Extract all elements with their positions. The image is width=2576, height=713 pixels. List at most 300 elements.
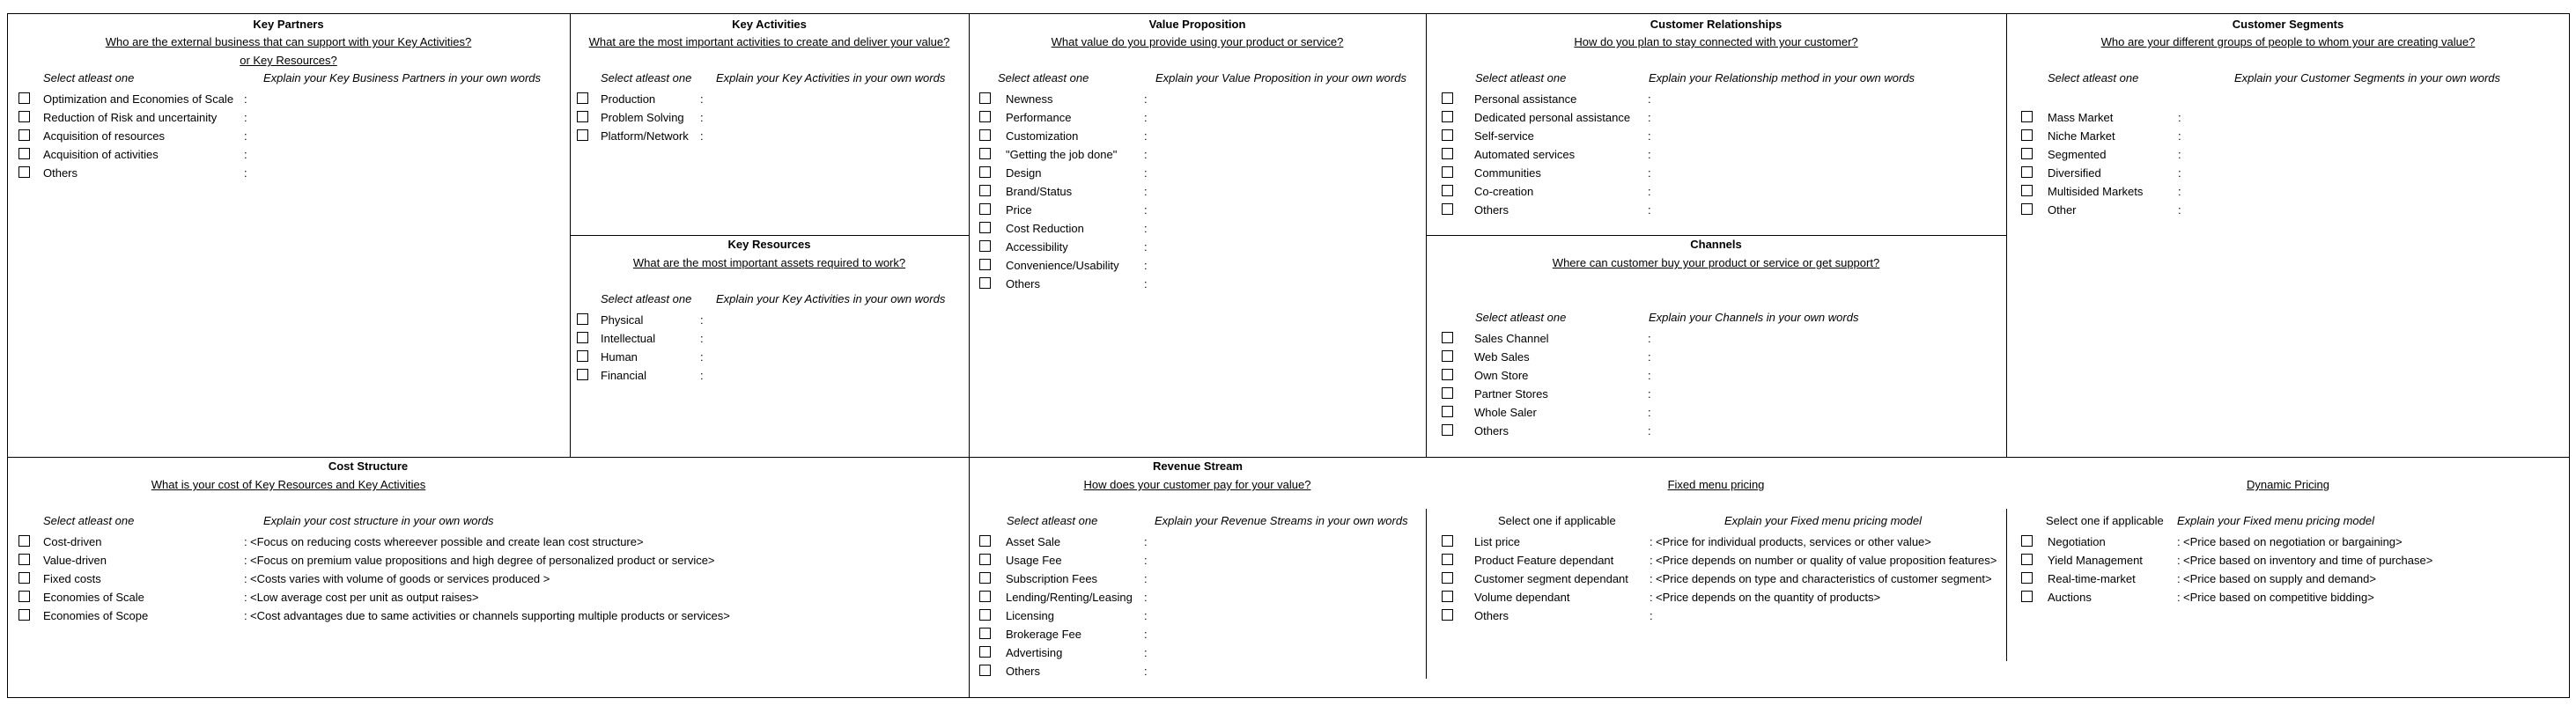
panel-question: How does your customer pay for your value? (1083, 478, 1311, 491)
option-row (969, 256, 1418, 275)
panel-title: Customer Segments (2232, 18, 2344, 31)
option-label: Others (1006, 277, 1041, 290)
option-row (1426, 164, 1998, 182)
option-label: Web Sales (1474, 350, 1530, 364)
option-separator: : (1648, 203, 1651, 217)
option-separator: : (244, 148, 247, 161)
option-separator: : (244, 591, 247, 604)
option-checkbox[interactable] (1442, 609, 1453, 621)
explain-header: Explain your Key Business Partners in your own words (263, 71, 542, 85)
panel-title: Customer Relationships (1650, 18, 1783, 31)
option-description[interactable]: <Price depends on number or quality of value proposition features> (1656, 554, 1997, 567)
option-checkbox[interactable] (18, 535, 30, 547)
option-checkbox[interactable] (1442, 111, 1453, 122)
option-description[interactable]: <Price based on inventory and time of purchase> (2183, 554, 2433, 567)
option-separator: : (2178, 111, 2181, 124)
option-separator: : (1144, 148, 1148, 161)
option-row (1426, 422, 1998, 440)
panel-title: Revenue Stream (1153, 459, 1243, 473)
option-separator: : (700, 111, 704, 124)
option-separator: : (2177, 572, 2181, 585)
option-separator: : (700, 92, 704, 106)
option-checkbox[interactable] (979, 277, 991, 289)
option-row (1426, 182, 1998, 201)
option-row (1426, 606, 1998, 625)
option-label: Real-time-market (2048, 572, 2136, 585)
option-label: Problem Solving (601, 111, 684, 124)
option-row (1426, 533, 1998, 551)
option-label: Customer segment dependant (1474, 572, 1628, 585)
option-label: Multisided Markets (2048, 185, 2144, 198)
option-checkbox[interactable] (979, 129, 991, 141)
option-checkbox[interactable] (1442, 591, 1453, 602)
option-row (969, 551, 1418, 570)
option-row (969, 533, 1418, 551)
option-row (2006, 164, 2561, 182)
option-label: Partner Stores (1474, 387, 1548, 401)
option-checkbox[interactable] (1442, 148, 1453, 159)
option-label: Whole Saler (1474, 406, 1537, 419)
option-checkbox[interactable] (18, 554, 30, 565)
option-row (969, 108, 1418, 127)
option-row (969, 662, 1418, 680)
panel-question: What are the most important activities to create and deliver your value? (588, 35, 950, 48)
option-checkbox[interactable] (979, 591, 991, 602)
option-checkbox[interactable] (18, 591, 30, 602)
panel-question: Who are the external business that can support with your Key Activities? (105, 35, 472, 48)
option-row (1426, 366, 1998, 385)
option-checkbox[interactable] (577, 129, 588, 141)
option-label: Optimization and Economies of Scale (43, 92, 234, 106)
option-checkbox[interactable] (979, 535, 991, 547)
option-label: Reduction of Risk and uncertainity (43, 111, 218, 124)
option-label: Communities (1474, 166, 1541, 180)
option-row (2006, 551, 2565, 570)
select-header: Select atleast one (601, 71, 692, 85)
option-checkbox[interactable] (577, 92, 588, 104)
option-label: Dedicated personal assistance (1474, 111, 1631, 124)
explain-header: Explain your Key Activities in your own words (716, 292, 946, 305)
option-checkbox[interactable] (979, 665, 991, 676)
explain-header: Explain your Key Activities in your own words (716, 71, 946, 85)
option-checkbox[interactable] (979, 203, 991, 215)
option-checkbox[interactable] (18, 148, 30, 159)
select-header: Select atleast one (2048, 71, 2139, 85)
option-checkbox[interactable] (1442, 129, 1453, 141)
option-label: Asset Sale (1006, 535, 1061, 548)
option-row (570, 366, 962, 385)
option-label: Personal assistance (1474, 92, 1577, 106)
option-label: Automated services (1474, 148, 1576, 161)
option-checkbox[interactable] (979, 609, 991, 621)
option-separator: : (1650, 535, 1653, 548)
option-checkbox[interactable] (2021, 129, 2033, 141)
option-checkbox[interactable] (577, 313, 588, 325)
option-description[interactable]: <Cost advantages due to same activities or channels supporting multiple products or services> (250, 609, 730, 622)
revenue-stream-panel (969, 457, 1426, 698)
option-row (969, 145, 1418, 164)
option-checkbox[interactable] (1442, 369, 1453, 380)
option-label: Acquisition of resources (43, 129, 166, 143)
option-checkbox[interactable] (2021, 166, 2033, 178)
option-row (969, 238, 1418, 256)
option-checkbox[interactable] (979, 166, 991, 178)
option-description[interactable]: <Price depends on the quantity of products> (1656, 591, 1881, 604)
option-checkbox[interactable] (18, 111, 30, 122)
option-checkbox[interactable] (2021, 203, 2033, 215)
option-label: Other (2048, 203, 2077, 217)
option-checkbox[interactable] (2021, 572, 2033, 584)
panel-subtitle: Fixed menu pricing (1667, 478, 1765, 491)
option-label: Brand/Status (1006, 185, 1073, 198)
option-checkbox[interactable] (1442, 203, 1453, 215)
option-label: Economies of Scale (43, 591, 144, 604)
option-row (570, 90, 962, 108)
option-description[interactable]: <Price based on negotiation or bargaining> (2183, 535, 2403, 548)
option-label: Product Feature dependant (1474, 554, 1614, 567)
option-separator: : (700, 369, 704, 382)
option-label: Others (1474, 609, 1509, 622)
option-row (969, 606, 1418, 625)
option-separator: : (1144, 259, 1148, 272)
option-row (1426, 588, 1998, 606)
option-checkbox[interactable] (979, 111, 991, 122)
option-checkbox[interactable] (979, 92, 991, 104)
option-checkbox[interactable] (18, 129, 30, 141)
option-label: Economies of Scope (43, 609, 149, 622)
option-checkbox[interactable] (2021, 591, 2033, 602)
option-separator: : (2178, 148, 2181, 161)
option-row (2006, 182, 2561, 201)
option-row (969, 219, 1418, 238)
option-checkbox[interactable] (979, 646, 991, 658)
option-description[interactable]: <Low average cost per unit as output raises> (250, 591, 479, 604)
option-description[interactable]: <Focus on reducing costs whereever possible and create lean cost structure> (250, 535, 644, 548)
option-description[interactable]: <Focus on premium value propositions and high degree of personalized product or service> (250, 554, 715, 567)
option-checkbox[interactable] (18, 166, 30, 178)
option-checkbox[interactable] (577, 369, 588, 380)
option-label: Convenience/Usability (1006, 259, 1119, 272)
option-row (570, 329, 962, 348)
option-label: Platform/Network (601, 129, 689, 143)
option-label: Value-driven (43, 554, 107, 567)
option-label: Volume dependant (1474, 591, 1570, 604)
option-label: Co-creation (1474, 185, 1534, 198)
select-header: Select atleast one (998, 71, 1089, 85)
option-separator: : (1650, 609, 1653, 622)
option-label: Usage Fee (1006, 554, 1062, 567)
panel-title: Cost Structure (328, 459, 409, 473)
panel-question: What value do you provide using your product or service? (1051, 35, 1344, 48)
option-separator: : (244, 609, 247, 622)
option-row (2006, 127, 2561, 145)
option-row (969, 570, 1418, 588)
value-proposition-panel (969, 13, 1426, 457)
option-label: Customization (1006, 129, 1079, 143)
option-row (7, 588, 958, 606)
option-separator: : (1144, 277, 1148, 290)
option-description[interactable]: <Price for individual products, services or other value> (1656, 535, 1931, 548)
option-checkbox[interactable] (577, 111, 588, 122)
option-row (2006, 570, 2565, 588)
select-header: Select atleast one (1007, 514, 1098, 527)
option-checkbox[interactable] (979, 185, 991, 196)
option-row (2006, 588, 2565, 606)
option-checkbox[interactable] (979, 148, 991, 159)
panel-question: What are the most important assets required to work? (632, 256, 906, 269)
option-checkbox[interactable] (1442, 424, 1453, 436)
fixed-pricing-panel (1426, 457, 2006, 698)
dynamic-pricing-panel (2006, 457, 2570, 698)
option-row (1426, 90, 1998, 108)
option-separator: : (700, 129, 704, 143)
option-separator: : (700, 313, 704, 327)
option-description[interactable]: <Price based on supply and demand> (2183, 572, 2376, 585)
key-activities-panel (570, 13, 969, 235)
option-row (2006, 533, 2565, 551)
option-checkbox[interactable] (979, 222, 991, 233)
option-label: Price (1006, 203, 1032, 217)
option-checkbox[interactable] (979, 240, 991, 252)
option-checkbox[interactable] (18, 609, 30, 621)
option-label: Acquisition of activities (43, 148, 159, 161)
option-separator: : (1144, 665, 1148, 678)
option-label: Design (1006, 166, 1042, 180)
option-row (1426, 127, 1998, 145)
explain-header: Explain your Channels in your own words (1649, 311, 1859, 324)
option-row (7, 127, 562, 145)
option-separator: : (1144, 554, 1148, 567)
option-checkbox[interactable] (2021, 554, 2033, 565)
option-checkbox[interactable] (2021, 148, 2033, 159)
option-label: Sales Channel (1474, 332, 1549, 345)
option-separator: : (1144, 203, 1148, 217)
option-checkbox[interactable] (2021, 185, 2033, 196)
option-separator: : (1648, 166, 1651, 180)
option-label: Others (1474, 203, 1509, 217)
option-separator: : (1648, 424, 1651, 437)
option-row (969, 201, 1418, 219)
option-label: Mass Market (2048, 111, 2114, 124)
option-row (1426, 201, 1998, 219)
option-checkbox[interactable] (577, 332, 588, 343)
explain-header: Explain your Relationship method in your own words (1649, 71, 1915, 85)
option-row (7, 533, 958, 551)
option-checkbox[interactable] (1442, 387, 1453, 399)
option-row (1426, 551, 1998, 570)
option-label: List price (1474, 535, 1521, 548)
option-row (1426, 385, 1998, 403)
option-row (7, 551, 958, 570)
option-separator: : (1144, 92, 1148, 106)
option-label: Advertising (1006, 646, 1063, 659)
option-checkbox[interactable] (2021, 535, 2033, 547)
option-label: Brokerage Fee (1006, 628, 1081, 641)
option-label: Others (43, 166, 78, 180)
explain-header: Explain your cost structure in your own words (263, 514, 494, 527)
option-separator: : (1650, 572, 1653, 585)
option-separator: : (1144, 609, 1148, 622)
option-row (570, 127, 962, 145)
option-label: Diversified (2048, 166, 2101, 180)
option-separator: : (1648, 387, 1651, 401)
option-checkbox[interactable] (1442, 332, 1453, 343)
option-separator: : (244, 535, 247, 548)
option-checkbox[interactable] (1442, 572, 1453, 584)
option-checkbox[interactable] (1442, 535, 1453, 547)
option-separator: : (244, 129, 247, 143)
option-separator: : (1144, 572, 1148, 585)
select-header: Select atleast one (1475, 311, 1567, 324)
option-label: Cost Reduction (1006, 222, 1084, 235)
option-checkbox[interactable] (1442, 554, 1453, 565)
option-checkbox[interactable] (577, 350, 588, 362)
panel-title: Key Partners (253, 18, 324, 31)
select-header: Select one if applicable (2046, 514, 2164, 527)
option-label: Others (1006, 665, 1041, 678)
select-header: Select atleast one (601, 292, 692, 305)
option-label: Own Store (1474, 369, 1529, 382)
option-separator: : (1144, 646, 1148, 659)
cost-structure-panel (7, 457, 969, 698)
panel-title: Key Activities (732, 18, 807, 31)
option-checkbox[interactable] (979, 259, 991, 270)
option-separator: : (1144, 240, 1148, 254)
option-row (1426, 570, 1998, 588)
option-checkbox[interactable] (2021, 111, 2033, 122)
option-label: Negotiation (2048, 535, 2106, 548)
select-header: Select atleast one (43, 514, 135, 527)
option-checkbox[interactable] (1442, 166, 1453, 178)
option-label: Lending/Renting/Leasing (1006, 591, 1133, 604)
option-separator: : (2178, 129, 2181, 143)
option-row (2006, 145, 2561, 164)
option-label: Human (601, 350, 638, 364)
option-label: Newness (1006, 92, 1053, 106)
select-header: Select atleast one (1475, 71, 1567, 85)
option-separator: : (1648, 185, 1651, 198)
option-checkbox[interactable] (979, 554, 991, 565)
option-row (1426, 403, 1998, 422)
option-separator: : (2178, 185, 2181, 198)
option-label: Yield Management (2048, 554, 2143, 567)
option-label: Fixed costs (43, 572, 101, 585)
option-row (1426, 145, 1998, 164)
customer-segments-panel (2006, 13, 2570, 457)
option-label: Auctions (2048, 591, 2092, 604)
option-row (969, 275, 1418, 293)
option-description[interactable]: <Costs varies with volume of goods or services produced > (250, 572, 550, 585)
option-row (969, 127, 1418, 145)
option-checkbox[interactable] (1442, 92, 1453, 104)
option-separator: : (1648, 332, 1651, 345)
option-separator: : (1144, 535, 1148, 548)
option-label: Intellectual (601, 332, 656, 345)
option-separator: : (1144, 222, 1148, 235)
option-separator: : (1648, 350, 1651, 364)
option-row (570, 108, 962, 127)
option-label: Subscription Fees (1006, 572, 1098, 585)
explain-header: Explain your Fixed menu pricing model (1724, 514, 1922, 527)
option-row (969, 625, 1418, 643)
option-separator: : (2178, 166, 2181, 180)
option-label: Cost-driven (43, 535, 102, 548)
panel-subtitle: Dynamic Pricing (2247, 478, 2329, 491)
option-label: Accessibility (1006, 240, 1068, 254)
option-separator: : (1144, 591, 1148, 604)
option-label: Production (601, 92, 656, 106)
panel-question-cont: or Key Resources? (240, 54, 337, 67)
option-row (7, 164, 562, 182)
option-separator: : (1648, 369, 1651, 382)
option-separator: : (2177, 591, 2181, 604)
option-row (969, 90, 1418, 108)
option-separator: : (1648, 129, 1651, 143)
option-label: Physical (601, 313, 644, 327)
option-separator: : (1650, 591, 1653, 604)
select-header: Select atleast one (43, 71, 135, 85)
option-label: Segmented (2048, 148, 2107, 161)
customer-relationships-panel (1426, 13, 2006, 235)
option-checkbox[interactable] (1442, 350, 1453, 362)
option-row (969, 164, 1418, 182)
panel-title: Channels (1690, 238, 1742, 251)
option-row (2006, 201, 2561, 219)
option-checkbox[interactable] (18, 572, 30, 584)
option-label: Self-service (1474, 129, 1534, 143)
option-checkbox[interactable] (18, 92, 30, 104)
option-row (969, 643, 1418, 662)
option-checkbox[interactable] (979, 628, 991, 639)
option-separator: : (1648, 148, 1651, 161)
option-separator: : (1144, 185, 1148, 198)
channels-panel (1426, 235, 2006, 457)
option-row (1426, 329, 1998, 348)
key-resources-panel (570, 235, 969, 457)
option-label: Licensing (1006, 609, 1054, 622)
option-row (969, 182, 1418, 201)
explain-header: Explain your Revenue Streams in your own words (1155, 514, 1408, 527)
option-row (1426, 108, 1998, 127)
option-row (570, 311, 962, 329)
panel-question: Where can customer buy your product or service or get support? (1552, 256, 1880, 269)
option-row (7, 145, 562, 164)
option-row (7, 90, 562, 108)
panel-question: What is your cost of Key Resources and Key Activities (151, 478, 426, 491)
option-separator: : (2177, 554, 2181, 567)
option-checkbox[interactable] (1442, 406, 1453, 417)
panel-question: How do you plan to stay connected with your customer? (1574, 35, 1858, 48)
option-separator: : (1144, 628, 1148, 641)
option-separator: : (1650, 554, 1653, 567)
option-row (570, 348, 962, 366)
option-row (969, 588, 1418, 606)
option-separator: : (1648, 111, 1651, 124)
option-separator: : (244, 166, 247, 180)
option-checkbox[interactable] (1442, 185, 1453, 196)
option-description[interactable]: <Price based on competitive bidding> (2183, 591, 2374, 604)
option-separator: : (1648, 92, 1651, 106)
option-separator: : (1144, 129, 1148, 143)
option-checkbox[interactable] (979, 572, 991, 584)
option-separator: : (244, 111, 247, 124)
option-row (1426, 348, 1998, 366)
option-label: Financial (601, 369, 647, 382)
option-separator: : (700, 332, 704, 345)
explain-header: Explain your Fixed menu pricing model (2177, 514, 2374, 527)
option-description[interactable]: <Price depends on type and characteristics of customer segment> (1656, 572, 1992, 585)
option-row (7, 570, 958, 588)
